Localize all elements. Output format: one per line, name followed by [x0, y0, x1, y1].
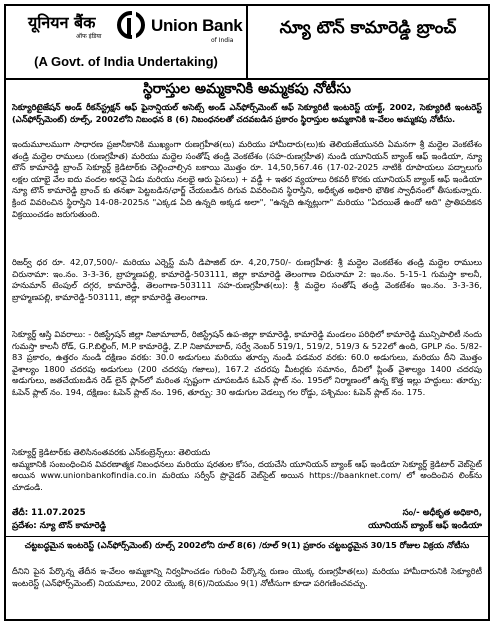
- bank-signature: యూనియన్ బ్యాంక్ ఆఫ్ ఇండియా: [368, 521, 482, 531]
- auction-notice: [4, 4, 490, 621]
- statutory-notice-body: దీనిని పైన పేర్కొన్న తేదీన ఇ-వేలం అమ్మకాన్ని నిర్వహించడం గురించి పేర్కొన్న రుణం యొక్క రుణగ్రహీత(లు) మరియు హామీదారునికి సెక్యూరిటీ ఇంటరెస్ట్ (ఎన్‌ఫోర్స్‌మెంట్) నియమాలు, 2002 యొక్క 8(6)/నియమం 9(1) నోటీసుగా కూడా పరిగణించవచ్చు.: [12, 566, 482, 588]
- statutory-notice-title: చట్టబద్ధమైన ఇంటరెస్ట్ (ఎన్‌ఫోర్స్‌మెంట్) రూల్స్ 2002లోని రూల్ 8(6) /రూల్ 9(1) ప్రకారం చట్టబద్ధమైన 30/15 రోజుల విక్రయ నోటీసు: [24, 540, 470, 550]
- notice-body-dues: ఇందుమూలముగా సాధారణ ప్రజానీకానికి ముఖ్యంగా రుణగ్రహీత(లు) మరియు హామీదారు(లు)కు తెలియజేయునది ఏమనగా శ్రీ మద్దెల వెంకటేశం తండ్రి మద్దెల రాములు (రుణగ్రహీత) మరియు మద్దెల సంతోష్ తండ్రి వెంకటేశం (సహ-రుణగ్రహీత) నుండి యూనియన్ బ్యాంక్ ఆఫ్ ఇండియా, న్యూ టౌన్ కామారెడ్డి బ్రాంచ్ సెక్యూర్డ్ క్రెడిటార్‌కు చెల్లించాల్సిన బకాయి మొత్తం రూ. 14,50,567.46 (17-02-2025 నాటికి రూపాయలు పద్నాలుగు లక్షల యాభై వేల ఐదు వందల అరవై ఏడు మరియు నలభై ఆరు పైసలు) + వడ్డీ + ఇతర వ్యయాలు రికవరీ కొరకు యూనియన్ బ్యాంక్ ఆఫ్ ఇండియా న్యూ టౌన్ కామారెడ్డి బ్రాంచ్ కు తనఖా పెట్టబడిన/ఛార్జ్ చేయబడిన దిగువ వివరించిన స్థిరాస్తిని, అధీకృత అధికారి భౌతిక స్వాధీనంలో తీసుకున్నారు. క్రింద వివరించిన స్థిరాస్తిని 14-08-2025న "ఎక్కడ ఏది ఉన్నది అక్కడ అలా", "ఉన్నది ఉన్నట్లుగా" మరియు "ఏదయితే ఉందో అది" ప్రాతిపదికన విక్రయించడం జరుగుతుంది.: [12, 139, 482, 219]
- notice-body-terms: సెక్యూర్డ్ క్రెడిటార్‌కు తెలిసినంతవరకు ఎన్‌కంబ్రెన్స్‌లు: తెలియదు అమ్మకానికి సంబంధించిన వివరణాత్మక నిబంధనలు మరియు షరతుల కోసం, దయచేసి యూనియన్ బ్యాంక్ ఆఫ్ ఇండియా సెక్యూర్డ్ క్రెడిటార్ వెబ్‌సైట్ అయిన www.unionbankofindia.co.in మరియు సర్వీస్ ప్రొవైడర్ వెబ్‌సైట్ అయిన https://baanknet.com/ లో అందించిన లింక్‌ను చూడండి.: [12, 447, 482, 492]
- bank-name-hindi: यूनियन बैंक: [28, 13, 96, 32]
- bank-name-english: Union Bank: [151, 16, 243, 35]
- notice-header: [6, 6, 488, 80]
- notice-title: స్థిరాస్తుల అమ్మకానికి అమ్మకపు నోటీసు: [142, 81, 352, 97]
- govt-undertaking-tagline: (A Govt. of India Undertaking): [34, 54, 218, 69]
- bank-tagline-hindi: ऑफ इंडिया: [76, 33, 102, 40]
- signature-row-2: [12, 520, 482, 532]
- notice-intro: సెక్యూరిటైజేషన్ అండ్ రీకన్‌స్ట్రక్షన్ ఆఫ్ ఫైనాన్షియల్ అసెట్స్ అండ్ ఎన్‌ఫోర్స్‌మెంట్ ఆఫ్ సెక్యూరిటీ ఇంటరెస్ట్ యాక్ట్, 2002, సెక్యూరిటీ ఇంటరెస్ట్ (ఎన్‌ఫోర్స్‌మెంట్) రూల్స్, 2002లోని నిబంధన 8 (6) నిబంధనలతో చదవబడిన ప్రకారం స్థిరాస్తుల అమ్మకానికి ఇ-వేలం అమ్మకపు నోటీసు.: [12, 102, 482, 124]
- union-bank-logo-icon: [117, 11, 145, 39]
- notice-place: ప్రదేశం: న్యూ టౌన్ కామారెడ్డి: [12, 521, 107, 531]
- authorised-officer: సం/- అధీకృత అధికారి,: [402, 508, 482, 518]
- bank-name-suffix: of India: [211, 37, 234, 44]
- branch-name: న్యూ టౌన్ కామారెడ్డి బ్రాంచ్: [279, 18, 457, 38]
- bank-logo-block: [6, 6, 248, 78]
- notice-date: తేదీ: 11.07.2025: [12, 508, 86, 518]
- notice-body-property: సెక్యూర్డ్ ఆస్తి వివరాలు: - రిజిస్ట్రేషన్ జిల్లా నిజామాబాద్, రిజిస్ట్రేషన్ ఉప-జిల్లా కామారెడ్డి, కామారెడ్డి మండలం పరిధిలో కామారెడ్డి మున్సిపాలిటీ నందు గుమస్తా కాలనీ రోడ్, G.P.బిల్డింగ్, M.P కామారెడ్డి, Z.P నిజామాబాద్, సర్వే నెంబర్ 519/1, 519/2, 519/3 & 522లో ఉంది, GPLP నం. 5/82-83 ప్రకారం, ఉత్తరం నుండి దక్షిణం వరకు: 30.0 అడుగులు మరియు తూర్పు నుండి పడమర వరకు: 60.0 అడుగులు, మరియు దీని మొత్తం వైశాల్యం 1800 చదరపు అడుగులు (200 చదరపు గజాలు), 167.2 చదరపు మీటర్లకు సమానం, దీనిలో ప్లింత్ వైశాల్యం 1400 చదరపు అడుగులు, జతచేయబడిన రెడ్ లైన్ ప్లాన్‌లో మరింత స్పష్టంగా చూపబడిన ఓపెన్ ప్లాట్ నం. 195లో నిర్మాణంలో ఉన్న కొత్త ఇల్లు హద్దులు: తూర్పు: ఓపెన్ ప్లాట్ నం. 194, దక్షిణం: ఓపెన్ ప్లాట్ నం. 196, తూర్పు: 30 అడుగుల వెడల్పు గల రోడ్డు, పశ్చిమం: ఓపెన్ ప్లాట్ నం. 175.: [12, 329, 482, 397]
- notice-body-borrowers: రిజర్వ్ ధర రూ. 42,07,500/- మరియు ఎర్నెస్ట్ మనీ డిపాజిట్ రూ. 4,20,750/- రుణగ్రహీత: శ్రీ మద్దెల వెంకటేశం తండ్రి మద్దెల రాములు చిరునామా: ఇం.నం. 3-3-36, బ్రాహ్మణపల్లి, కామారెడ్డి-503111, జిల్లా కామారెడ్డి తెలంగాణ చిరునామా 2: ఇం.నం. 5-15-1 గుమస్తా కాలనీ, హనుమాన్ టెంపుల్ దగ్గర, కామారెడ్డి, తెలంగాణ-503111 సహ-రుణగ్రహీత(లు): శ్రీ మద్దెల సంతోష్ తండ్రి వెంకటేశం ఇం.నం. 3-3-36, బ్రాహ్మణపల్లి, కామారెడ్డి-503111, జిల్లా కామారెడ్డి తెలంగాణ.: [12, 257, 482, 302]
- section-divider: [6, 536, 488, 537]
- signature-row-1: [12, 507, 482, 519]
